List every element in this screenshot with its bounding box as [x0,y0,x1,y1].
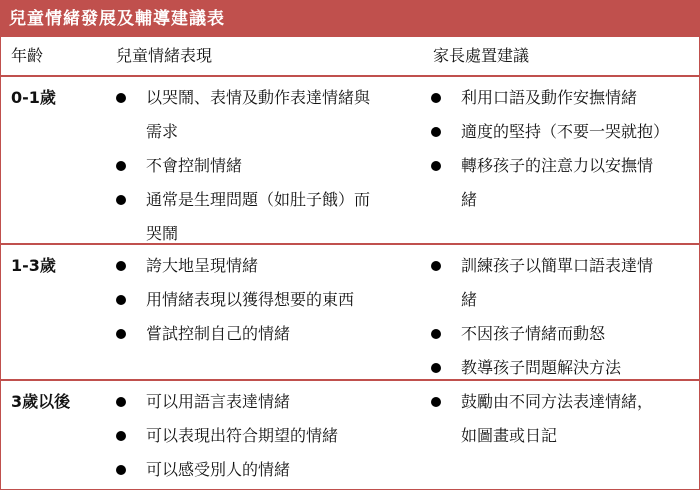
list-item: 訓練孩子以簡單口語表達情 緒 [431,249,653,317]
list-item: 可以感受別人的情緒 [116,453,338,487]
header-age: 年齡 [11,46,44,65]
parent-list [431,385,653,453]
bullet-icon [116,431,126,441]
list-item: 可以用語言表達情緒 [116,385,338,419]
bullet-icon [431,261,441,271]
bullet-icon [431,397,441,407]
bullet-icon [116,295,126,305]
age-cell: 3歲以後 [11,392,71,411]
table-row [1,245,699,381]
bullet-icon [431,161,441,171]
bullet-icon [116,261,126,271]
header-parent: 家長處置建議 [433,46,530,65]
bullet-icon [116,397,126,407]
bullet-icon [431,329,441,339]
parent-list [431,81,669,217]
parent-list [431,249,653,385]
list-item: 鼓勵由不同方法表達情緒， 如圖畫或日記 [431,385,653,453]
list-item: 以哭鬧、表情及動作表達情緒與 需求 [116,81,370,149]
bullet-icon [116,195,126,205]
list-item: 教導孩子問題解決方法 [431,351,653,385]
bullet-icon [431,127,441,137]
table-row [1,77,699,245]
age-cell: 1-3歲 [11,256,56,275]
list-item: 轉移孩子的注意力以安撫情 緒 [431,149,669,217]
child-list [116,385,338,487]
table-title: 兒童情緒發展及輔導建議表 [1,1,699,37]
header-child: 兒童情緒表現 [116,46,213,65]
bullet-icon [431,363,441,373]
child-list [116,81,370,251]
list-item: 嘗試控制自己的情緒 [116,317,354,351]
list-item: 不因孩子情緒而動怒 [431,317,653,351]
list-item: 不會控制情緒 [116,149,370,183]
table-header [1,37,699,77]
list-item: 用情緒表現以獲得想要的東西 [116,283,354,317]
list-item: 利用口語及動作安撫情緒 [431,81,669,115]
list-item: 適度的堅持（不要一哭就抱） [431,115,669,149]
list-item: 通常是生理問題（如肚子餓）而 哭鬧 [116,183,370,251]
child-list [116,249,354,351]
bullet-icon [116,161,126,171]
table-row [1,381,699,489]
age-cell: 0-1歲 [11,88,56,107]
list-item: 可以表現出符合期望的情緒 [116,419,338,453]
bullet-icon [116,329,126,339]
bullet-icon [431,93,441,103]
bullet-icon [116,93,126,103]
bullet-icon [116,465,126,475]
list-item: 誇大地呈現情緒 [116,249,354,283]
